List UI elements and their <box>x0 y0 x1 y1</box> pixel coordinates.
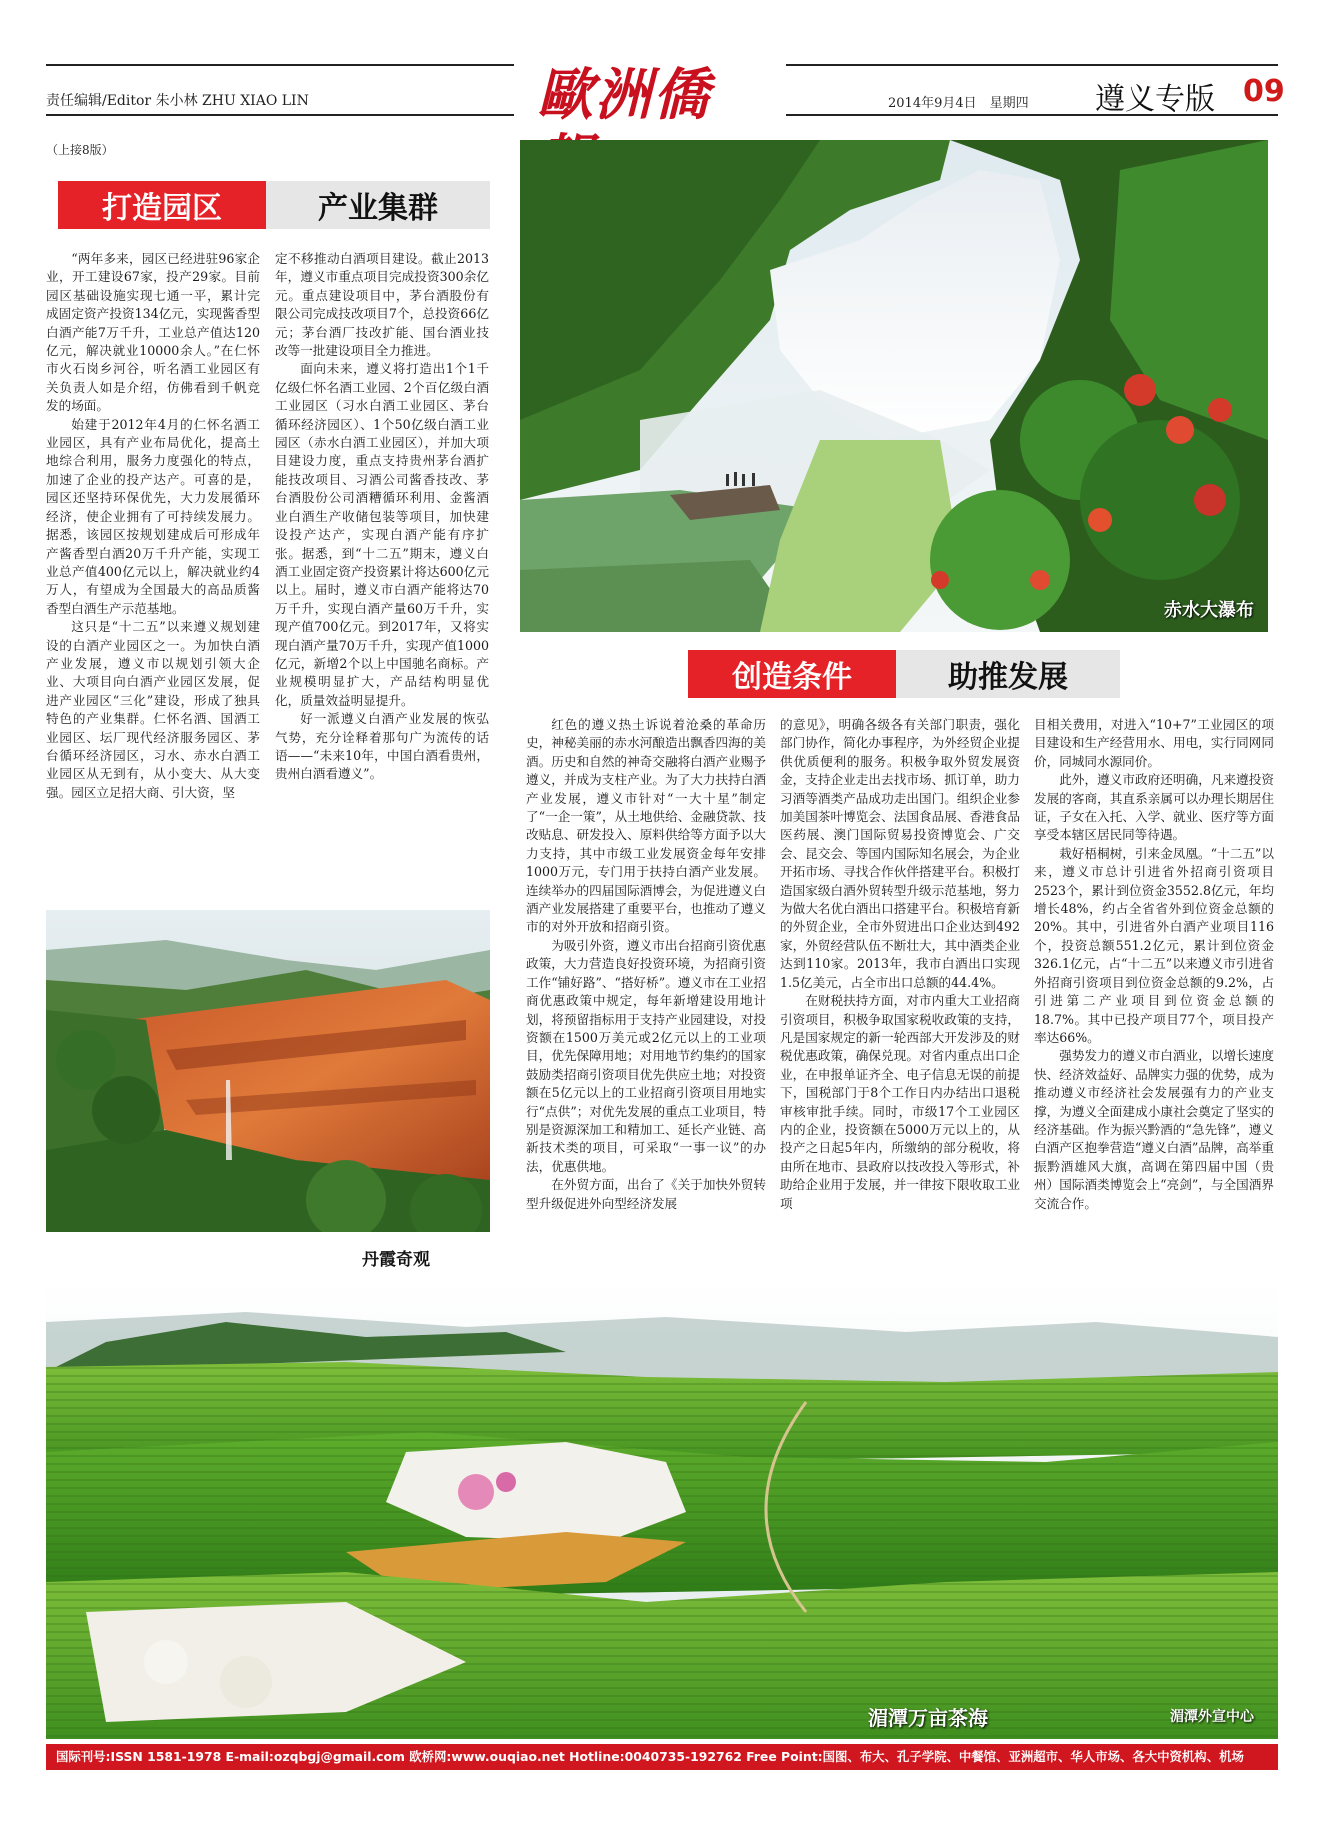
section2-banner-red: 创造条件 <box>688 650 896 698</box>
section2-banner-gray: 助推发展 <box>896 650 1120 698</box>
paragraph: 目相关费用，对进入“10+7”工业园区的项目建设和生产经营用水、用电，实行同网同价，同城同水源同价。 <box>1034 717 1274 769</box>
paragraph: 强势发力的遵义市白酒业，以增长速度快、经济效益好、品牌实力强的优势，成为推动遵义市经济社会发展强有力的产业支撑，为遵义全面建成小康社会奠定了坚实的经济基础。作为振兴黔酒的“急先锋”，遵义白酒产区抱拳营造“遵义白酒”品牌，高举重振黔酒雄风大旗，高调在第四届中国（贵州）国际酒类博览会上“亮剑”，与全国酒界交流合作。 <box>1034 1048 1274 1211</box>
danxia-photo <box>46 910 490 1232</box>
section2-column-1 <box>526 716 766 1213</box>
section1-column-1 <box>46 250 260 802</box>
header-bottom-rule-left <box>46 114 514 116</box>
section1-banner-gray: 产业集群 <box>266 181 490 229</box>
continuation-note: （上接8版） <box>46 143 114 157</box>
section2-column-2 <box>780 716 1020 1213</box>
masthead-title: 歐洲僑 <box>537 62 711 128</box>
tea-caption: 湄潭万亩茶海 <box>868 1706 988 1730</box>
section1-banner-red: 打造园区 <box>58 181 266 229</box>
paragraph: 红色的遵义热土诉说着沧桑的革命历史，神秘美丽的赤水河酿造出飘香四海的美酒。历史和自然的神奇交融将白酒产业赐予遵义，并成为支柱产业。为了大力扶持白酒产业发展，遵义市针对“一大十星”制定了“一企一策”，从土地供给、金融贷款、技改贴息、研发投入、原料供给等方面予以大力支持，其中市级工业发展资金每年安排1000万元，专门用于扶持白酒产业发展。连续举办的四届国际酒博会，为促进遵义白酒产业发展搭建了重要平台，也推动了遵义市的对外开放和招商引资。 <box>526 717 766 935</box>
issue-date: 2014年9月4日 星期四 <box>888 96 1029 111</box>
tea-field-photo <box>46 1282 1278 1739</box>
danxia-caption: 丹霞奇观 <box>362 1250 430 1270</box>
paragraph: 好一派遵义白酒产业发展的恢弘气势，充分诠释着那句广为流传的话语——“未来10年，中国白酒看贵州，贵州白酒看遵义”。 <box>275 711 489 782</box>
section-name: 遵义专版 <box>1095 82 1215 117</box>
paragraph: 为吸引外资，遵义市出台招商引资优惠政策，大力营造良好投资环境，为招商引资工作“铺好路”、“搭好桥”。遵义市在工业招商优惠政策中规定，每年新增建设用地计划，将预留指标用于支持产业园建设，对投资额在1500万美元或2亿元以上的工业项目，优先保障用地；对用地节约集约的国家鼓励类招商引资项目优先供应土地；对投资额在5亿元以上的工业招商引资项目用地实行“点供”；对优先发展的重点工业项目，特别是资源深加工和精加工、延长产业链、高新技术类的项目，可采取“一事一议”的办法，优惠供地。 <box>526 937 766 1174</box>
paragraph: 在外贸方面，出台了《关于加快外贸转型升级促进外向型经济发展 <box>526 1177 766 1211</box>
header-top-rule-right <box>786 64 1278 66</box>
paragraph: 栽好梧桐树，引来金凤凰。“十二五”以来，遵义市总计引进省外招商引资项目2523个，累计到位资金3552.8亿元，年均增长48%，约占全省省外到位资金总额的20%。其中，引进省外白酒产业项目116个，投资总额551.2亿元，累计到位资金326.1亿元，占“十二五”以来遵义市引进省外招商引资项目到位资金总额的9.2%，占引进第二产业项目到位资金总额的18.7%。其中已投产项目77个，项目投产率达66%。 <box>1034 845 1274 1045</box>
tea-field-image <box>46 1282 1278 1739</box>
masthead-logo <box>537 62 765 128</box>
editor-credit: 责任编辑/Editor 朱小林 ZHU XIAO LIN <box>46 93 309 109</box>
paragraph: 定不移推动白酒项目建设。截止2013年，遵义市重点项目完成投资300余亿元。重点建设项目中，茅台酒股份有限公司完成技改项目7个，总投资66亿元；茅台酒厂技改扩能、国台酒业技改等一批建设项目全力推进。 <box>275 251 489 359</box>
waterfall-caption: 赤水大瀑布 <box>1164 600 1254 621</box>
section1-column-2 <box>275 250 489 784</box>
tea-photo-credit: 湄潭外宣中心 <box>1170 1709 1254 1725</box>
danxia-image <box>46 910 490 1232</box>
page-number: 09 <box>1243 74 1285 109</box>
paragraph: 这只是“十二五”以来遵义规划建设的白酒产业园区之一。为加快白酒产业发展，遵义市以规划引领大企业、大项目向白酒产业园区发展，促进产业园区“三化”建设，形成了独具特色的产业集群。仁怀名酒、国酒工业园区、坛厂现代经济服务园区、茅台循环经济园区，习水、赤水白酒工业园区从无到有，从小变大、从大变强。园区立足招大商、引大资，坚 <box>46 619 260 800</box>
paragraph: 的意见》，明确各级各有关部门职责，强化部门协作，简化办事程序，为外经贸企业提供优质便利的服务。积极争取外贸发展资金，支持企业走出去找市场、抓订单，助力习酒等酒类产品成功走出国门。组织企业参加美国茶叶博览会、法国食品展、香港食品医药展、澳门国际贸易投资博览会、广交会、昆交会、等国内国际知名展会，为企业开拓市场、寻找合作伙伴搭建平台。积极打造国家级白酒外贸转型升级示范基地，努力为做大名优白酒出口搭建平台。积极培育新的外贸企业，全市外贸进出口企业达到492家，外贸经营队伍不断壮大，其中酒类企业达到110家。2013年，我市白酒出口实现1.5亿美元，占全市出口总额的44.4%。 <box>780 717 1020 990</box>
paragraph: 始建于2012年4月的仁怀名酒工业园区，具有产业布局优化，提高土地综合利用，服务力度强化的特点，加速了企业的投产达产。可喜的是，园区还坚持环保优先，大力发展循环经济，使企业拥有了可持续发展力。据悉，该园区按规划建成后可形成年产酱香型白酒20万千升产能，实现工业总产值400亿元以上，解决就业约4万人，有望成为全国最大的高品质酱香型白酒生产示范基地。 <box>46 416 260 616</box>
footer-bar: 国际刊号:ISSN 1581-1978 E-mail:ozqbgj@gmail.com 欧桥网:www.ouqiao.net Hotline:0040735-192762 Free Point:国图、布大、孔子学院、中餐馆、亚洲超市、华人市场、各大中资机构、机场 <box>46 1744 1278 1770</box>
section1-banner <box>58 181 490 229</box>
paragraph: “两年多来，园区已经进驻96家企业，开工建设67家，投产29家。目前园区基础设施实现七通一平，累计完成固定资产投资134亿元，实现酱香型白酒产能7万千升，工业总产值达120亿元，解决就业10000余人。”在仁怀市火石岗乡河谷，听名酒工业园区有关负责人如是介绍，仿佛看到千帆竞发的场面。 <box>46 251 260 414</box>
paragraph: 此外，遵义市政府还明确，凡来遵投资发展的客商，其直系亲属可以办理长期居住证，子女在入托、入学、就业、医疗等方面享受本辖区居民同等待遇。 <box>1034 772 1274 843</box>
section2-column-3 <box>1034 716 1274 1213</box>
waterfall-image <box>520 140 1268 632</box>
waterfall-photo <box>520 140 1268 632</box>
header-top-rule-left <box>46 64 514 66</box>
section2-banner <box>688 650 1120 698</box>
paragraph: 面向未来，遵义将打造出1个1千亿级仁怀名酒工业园、2个百亿级白酒工业园区（习水白酒工业园区、茅台循环经济园区）、1个50亿级白酒工业园区（赤水白酒工业园区），并加大项目建设力度，重点支持贵州茅台酒扩能技改项目、习酒公司酱香技改、茅台酒股份公司酒糟循环利用、金酱酒业白酒生产收储包装等项目，加快建设投产达产，实现白酒产能有序扩张。据悉，到“十二五”期末，遵义白酒工业固定资产投资累计将达600亿元以上。届时，遵义市白酒产能将达70万千升，实现白酒产量60万千升，实现产值700亿元。到2017年，又将实现白酒产量70万千升，实现产值1000亿元，新增2个以上中国驰名商标。产业规模明显扩大，产品结构明显优化，质量效益明显提升。 <box>275 361 489 708</box>
paragraph: 在财税扶持方面，对市内重大工业招商引资项目，积极争取国家税收政策的支持，凡是国家规定的新一轮西部大开发涉及的财税优惠政策，确保兑现。对省内重点出口企业，在申报单证齐全、电子信息无误的前提下，国税部门于8个工作日内办结出口退税审核审批手续。同时，市级17个工业园区内的企业，投资额在5000万元以上的，从投产之日起5年内，所缴纳的部分税收，将由所在地市、县政府以技改投入等形式，补助给企业用于发展，并一律按下限收取工业项 <box>780 993 1020 1211</box>
